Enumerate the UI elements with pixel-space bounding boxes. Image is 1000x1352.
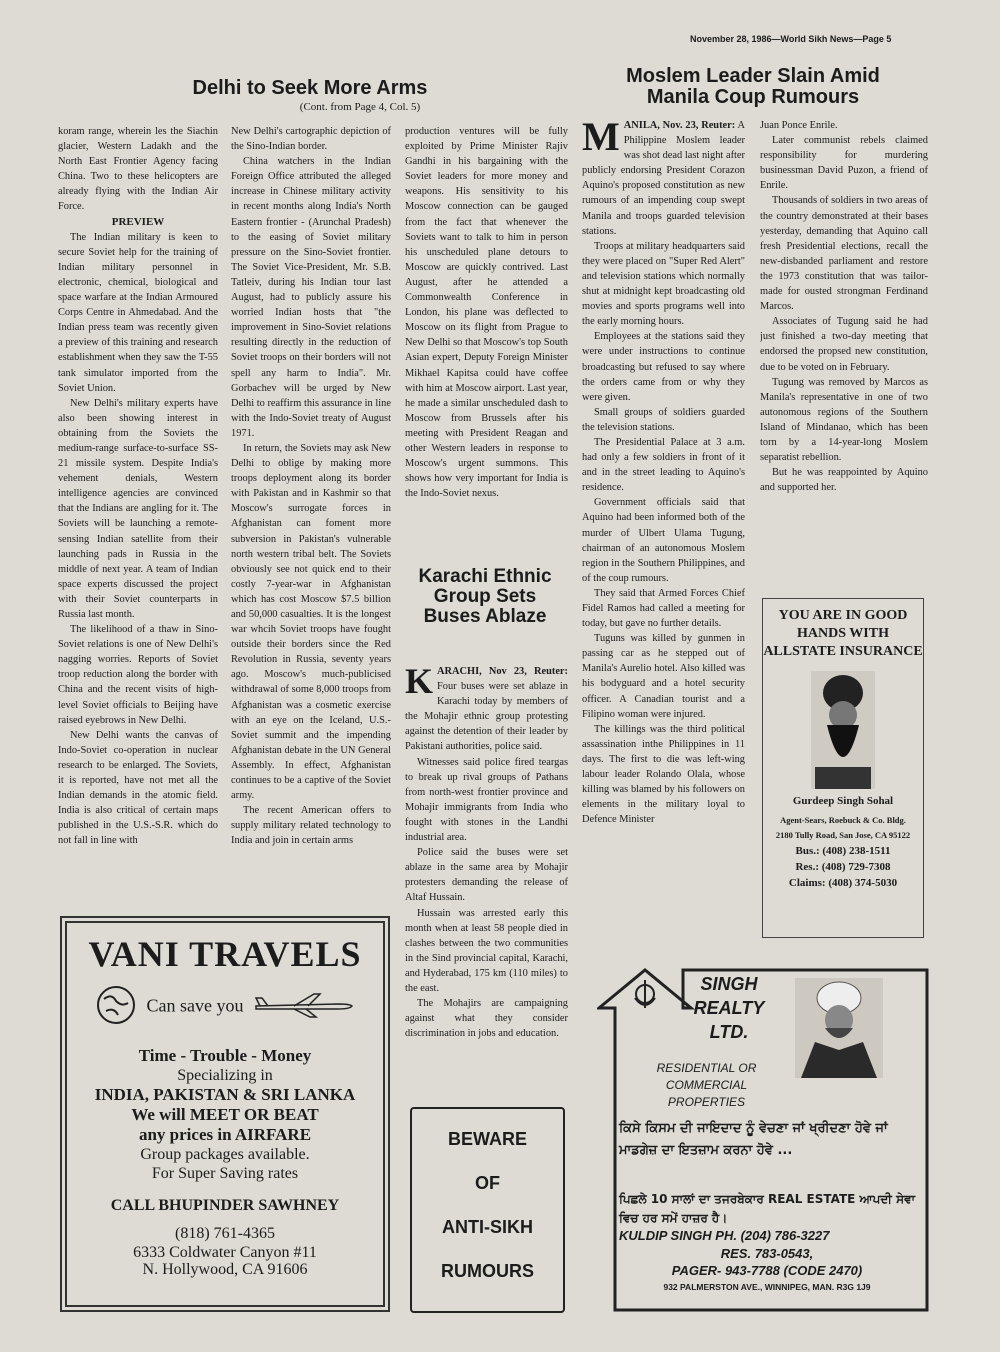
manila-p6: Government officials said that Aquino had been informed both of the murder of Ulbert Ulama Tugung, chairman of an autonomous Moslem region in the Southern Philippines, and of the coup rumours. [582, 497, 745, 584]
vani-l4: We will MEET OR BEAT [131, 1105, 319, 1124]
karachi-body [405, 664, 568, 1096]
manila-p9: The killings was the third political assassination inthe Philippines in 11 days. The first to die was left-wing labour leader Rolando Olala, whose killing was blamed by his followers on elements in the military loyal to Defence Minister [582, 723, 745, 826]
manila-q6: But he was reappointed by Aquino and supported her. [760, 467, 928, 494]
serv-l2: COMMERCIAL [665, 1078, 748, 1092]
punjabi-text-1: ਕਿਸੇ ਕਿਸਮ ਦੀ ਜਾਇਦਾਦ ਨੂੰ ਵੇਚਣਾ ਜਾਂ ਖ੍ਰੀਦਣਾ ਹੋਵੇ ਜਾਂ ਮਾਡਗੇਜ਼ ਦਾ ਇਤਜ਼ਾਮ ਕਰਨਾ ਹੋਵੇ ... [619, 1121, 888, 1158]
manila-dropcap: M [582, 118, 620, 159]
beware-l4: RUMOURS [441, 1261, 534, 1281]
delhi-c2a: New Delhi's cartographic depiction of the Sino-Indian border. [231, 126, 391, 153]
realty-pager: PAGER- 943-7788 (CODE 2470) [671, 1263, 863, 1278]
vani-l3: INDIA, PAKISTAN & SRI LANKA [94, 1085, 356, 1104]
karachi-p1: Four buses were set ablaze in Karachi today by members of the Mohajir ethnic group protesting against the detention of their leader by Pakistani authorities, police said. [405, 681, 568, 753]
manila-p7: They said that Armed Forces Chief Fidel Ramos had called a meeting for today, but gave no further details. [582, 587, 745, 630]
manila-p5: The Presidential Palace at 3 a.m. had only a few soldiers in front of it and in the street leading to Aquino's residence. [582, 436, 745, 494]
punjabi-text-2: ਪਿਛਲੇ 10 ਸਾਲਾਂ ਦਾ ਤਜਰਬੇਕਾਰ REAL ESTATE ਆਪਦੀ ਸੇਵਾ ਵਿਚ ਹਰ ਸਮੇਂ ਹਾਜ਼ਰ ਹੈ। [619, 1192, 916, 1225]
agent-photo [811, 671, 875, 789]
vani-save-line [67, 985, 383, 1030]
karachi-p5: The Mohajirs are campaigning against what they consider discrimination in jobs and education. [405, 998, 568, 1040]
airplane-icon [254, 992, 354, 1023]
vani-save: Can save you [146, 995, 244, 1016]
vani-travels-ad [60, 916, 390, 1312]
karachi-p2: Witnesses said police fired teargas to break up rival groups of Pathans from north-west frontier province and Mohajir immigrants from India who fought with stones in the Landhi industrial area. [405, 756, 568, 844]
manila-p2: Troops at military headquarters said they were placed on "Super Red Alert" and television stations which normally shut at midnight kept broadcasting old movies and sports programs well into the early morning hours. [582, 240, 745, 328]
agent-name: Gurdeep Singh Sohal [792, 795, 894, 807]
karachi-dropcap: K [405, 664, 434, 701]
realtor-photo [795, 978, 883, 1078]
beware-l3: ANTI-SIKH [442, 1217, 533, 1237]
agent-office: Agent-Sears, Roebuck & Co. Bldg. [780, 815, 906, 825]
beware-box [410, 1107, 565, 1313]
vani-title: VANI TRAVELS [88, 934, 362, 974]
globe-icon [96, 985, 136, 1030]
delhi-headline: Delhi to Seek More Arms [192, 77, 428, 99]
realty-res: RES. 783-0543, [720, 1246, 814, 1261]
claims-phone: Claims: (408) 374-5030 [788, 877, 898, 889]
delhi-subhead: PREVIEW [111, 215, 165, 228]
manila-q2: Later communist rebels claimed responsibility for murdering businessman David Puzon, a friend of Enrile. [760, 135, 928, 192]
vani-phone: (818) 761-4365 [175, 1225, 275, 1242]
manila-q4: Associates of Tugung said he had just finished a two-day meeting that endorsed the propsed new constitution, due to be voted on in February. [760, 316, 928, 373]
beware-l1: BEWARE [447, 1129, 527, 1149]
allstate-ad [762, 598, 924, 938]
serv-l3: PROPERTIES [667, 1095, 746, 1109]
page-folio: November 28, 1986—World Sikh News—Page 5 [690, 34, 892, 44]
agent-address: 2180 Tully Road, San Jose, CA 95122 [775, 830, 911, 840]
kuldip-phone: KULDIP SINGH PH. (204) 786-3227 [619, 1228, 830, 1243]
brand-l3: LTD. [709, 1022, 749, 1042]
delhi-c2b: China watchers in the Indian Foreign Office attributed the alleged increase in Chinese military activity in recent months along India's North Eastern frontier - (Arunchal Pradesh) to the easing of Soviet military pressure on the Sino-Soviet frontier. The Soviet Vice-President, Mr. S.B. Tatleiv, during his Indian tour last August, had to publicly assure his worried Indian hosts that "the improvement in Sino-Soviet relations resulting directly in the reduction of Soviet troops on their borders will not spell any harm to India". Mr. Gorbachev will be urged by New Delhi to reaffirm this assurance in line with the Indo-Soviet treaty of August 1971. [231, 156, 391, 439]
serv-l1: RESIDENTIAL OR [656, 1061, 757, 1075]
delhi-continuation: (Cont. from Page 4, Col. 5) [299, 101, 421, 113]
karachi-headline: Karachi Ethnic Group Sets Buses Ablaze [418, 566, 552, 627]
realty-address: 932 PALMERSTON AVE., WINNIPEG, MAN. R3G 1J9 [663, 1282, 871, 1292]
manila-column-1 [582, 118, 745, 936]
realty-services [619, 1060, 794, 1111]
vani-addr2: N. Hollywood, CA 91606 [142, 1261, 308, 1278]
vani-l2: Specializing in [177, 1067, 273, 1084]
delhi-column-3 [405, 124, 568, 554]
manila-q3: Thousands of soldiers in two areas of the country demonstrated at their bases yesterday, demanding that Aquino call fresh Presidential elections, recall the new-disbanded parliament and restore the 1973 constitution that was tailor-made for ousted strongman Ferdinand Marcos. [760, 195, 928, 313]
delhi-c2d: The recent American offers to supply military related technology to India and join in certain arms [231, 805, 391, 847]
karachi-p3: Police said the buses were set ablaze in the same area by Mohajir protesters demanding the release of Altaf Hussain. [405, 847, 568, 904]
manila-q5: Tugung was removed by Marcos as Manila's representative in one of two autonomous regions of the Southern Island of Mindanao, which has been torn by a 14-year-long Moslem separatist rebellion. [760, 376, 928, 464]
delhi-c1b: The Indian military is keen to secure Soviet help for the training of Indian military personnel in electronic, chemical, biological and space warfare at the Indian Armoured Corps Centre in Ahmedabad. And the Indian press team was recently given a preview of this training and research establishment when they saw the T-55 tank simulator imported from the Soviet Union. [58, 231, 218, 394]
manila-q1: Juan Ponce Enrile. [760, 120, 838, 131]
vani-l6: Group packages available. [140, 1146, 310, 1163]
manila-column-2 [760, 118, 928, 588]
delhi-c1c: New Delhi's military experts have also been showing interest in obtaining from the Soviets the medium-range surface-to-surface SS-21 missile system. Despite India's vehement denials, Western intelligence agencies are convinced that the Indians are angling for it. The Soviets will be launching a remote-sensing Indian satellite from their launching pads in Russia in the middle of next year. A team of Indian space experts discussed the project with their Soviet counterparts in Russia last month. [58, 397, 218, 620]
karachi-p4: Hussain was arrested early this month when at least 58 people died in clashes between the two communities in the Sind provincial capital, Karachi, and Hyderabad, 175 km (110 miles) to the east. [405, 907, 568, 994]
brand-l1: SINGH [700, 974, 758, 994]
singh-realty-ad [597, 968, 929, 1313]
res-phone: Res.: (408) 729-7308 [795, 861, 891, 873]
vani-l5: any prices in AIRFARE [138, 1125, 312, 1144]
delhi-column-1 [58, 124, 218, 914]
delhi-column-2 [231, 124, 391, 914]
delhi-c1d: The likelihood of a thaw in Sino-Soviet relations is one of New Delhi's nagging worries. Reports of Soviet troop reduction along the border with China and the recent visits of high-level Soviet officials to Beijing have raised eyebrows in New Delhi. [58, 624, 218, 726]
manila-p1: A Philippine Moslem leader was shot dead last night after publicly endorsing President Corazon Aquino's proposed constitution as new rumours of an impending coup swept Manila and troops guarded television stations. [582, 120, 745, 237]
bus-phone: Bus.: (408) 238-1511 [795, 845, 891, 857]
allstate-title: YOU ARE IN GOOD HANDS WITH ALLSTATE INSURANCE [763, 608, 923, 659]
vani-l1: Time - Trouble - Money [138, 1046, 312, 1065]
beware-l2: OF [475, 1173, 500, 1193]
vani-l7: For Super Saving rates [151, 1165, 299, 1182]
manila-dateline: ANILA, Nov. 23, Reuter: [623, 120, 736, 131]
delhi-c1a: koram range, wherein les the Siachin glacier, Western Ladakh and the North East Frontier Agency facing China. Two to these helicopters are already flying with the Indian Air Force. [58, 126, 218, 213]
delhi-c1e: New Delhi wants the canvas of Indo-Soviet co-operation in nuclear research to be enlarged. The Soviets, it is reported, have not met all the Indian demands in the atomic field. India is also critical of certain maps published in the U.S.-S.R. which do not fall in line with [58, 729, 218, 847]
delhi-c2c: In return, the Soviets may ask New Delhi to oblige by making more troops deployment along its border with Pakistan and in Kashmir so that Moscow's surrogate forces in Afghanistan can foment more subversion in Pakistan's vulnerable north western tribal belt. The Soviets obviously see not quick end to their costly 7-year-war in Afghanistan which has cost Moscow $7.5 billion and 50,000 casualties. It is the longest war whcih Soviet troops have fought outside their borders since the Red Revolution in Russia, seventy years ago. Moscow's much-publicised withdrawal of some 8,000 troops from Afghanistan was a cosmetic exercise with an eye on the Iceland, U.S.-Soviet summit and the impending Afghanistan debate in the UN General Assembly. In effect, Afghanistan continues to be a captive of the Soviet army. [231, 442, 391, 802]
manila-p4: Small groups of soldiers guarded the television stations. [582, 406, 745, 433]
manila-p8: Tuguns was killed by gunmen in passing car as he stepped out of Manila's Aurelio hotel. Also killed was his bodyguard and a hotel security officer. A Canadian tourist and a Filipino woman were injured. [582, 633, 745, 720]
vani-addr1: 6333 Coldwater Canyon #11 [133, 1244, 317, 1261]
vani-call: CALL BHUPINDER SAWHNEY [110, 1197, 340, 1214]
delhi-c3a: production ventures will be fully exploited by Prime Minister Rajiv Gandhi in his bargaining with the Soviet leaders for more money and weapons. His sensitivity to his Moscow connection can be gauged from the fact that whenever the Soviets want to talk to him in person his unscheduled plane detours to Moscow are quickly contrived. Last August, after he attended a Commonwealth Conference in London, his plane was deflected to Moscow on its flight from Prague to New Delhi so that Moscow's top South Asian expert, Deputy Foreign Minister Mikhael Kapitsa could have coffee with him at Moscow airport. Last year, he made a similar unscheduled dash to Moscow from Brussels after his meeting with President Reagan and other Western leaders in response to Moscow's urgent summons. This shows how very important for India is the Indo-Soviet nexus. [405, 126, 568, 500]
karachi-dateline: ARACHI, Nov 23, Reuter: [437, 666, 568, 677]
realty-brand [689, 972, 769, 1044]
brand-l2: REALTY [693, 998, 765, 1018]
manila-headline: Moslem Leader Slain Amid Manila Coup Rumours [626, 65, 880, 108]
manila-p3: Employees at the stations said they were under instructions to continue broadcasting but refused to say where the orders came from or why they were given. [582, 331, 745, 403]
